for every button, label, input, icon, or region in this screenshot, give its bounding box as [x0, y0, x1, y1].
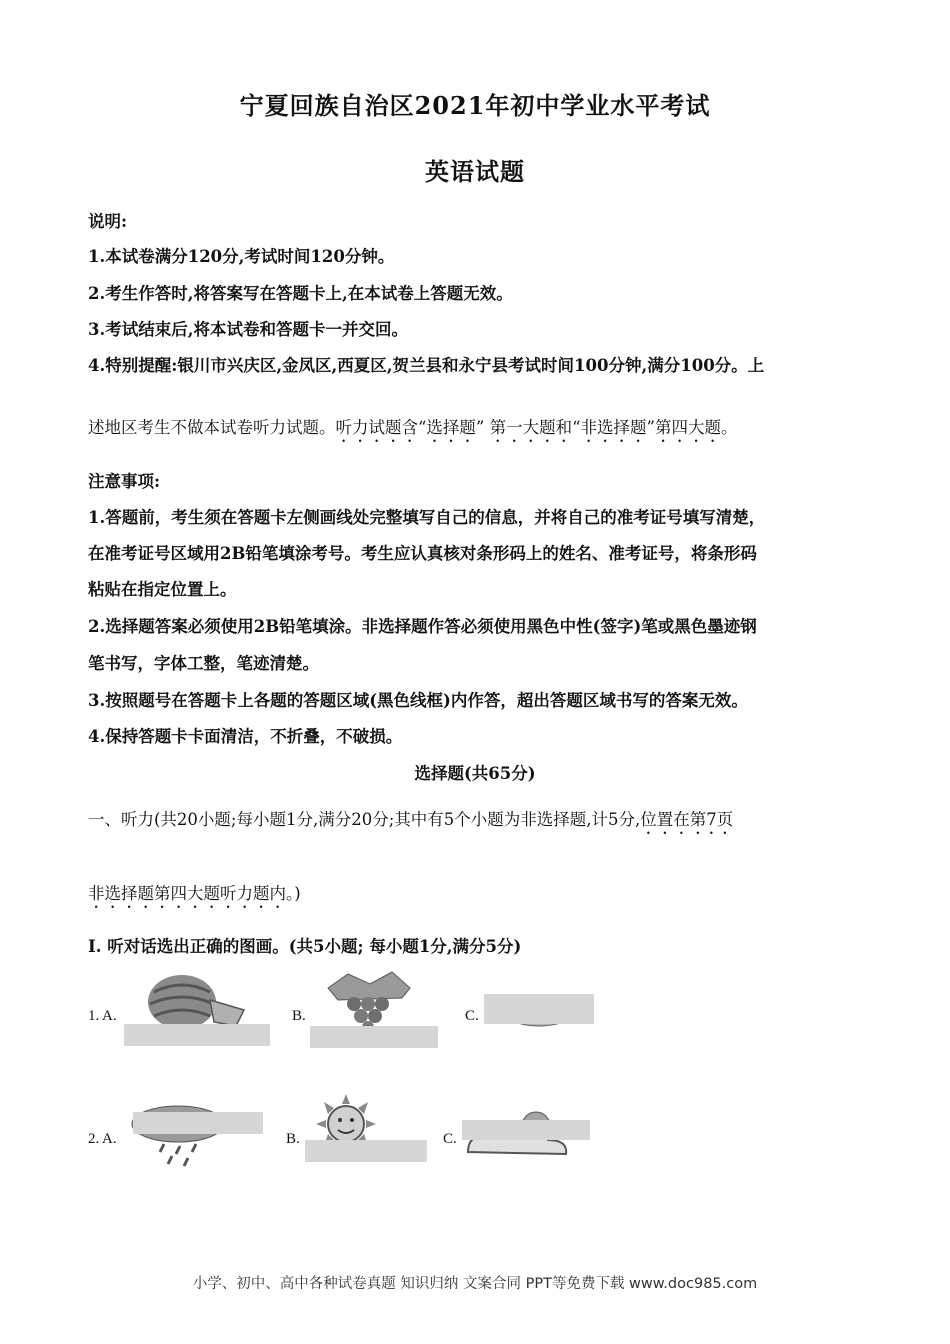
instruction-4-cont-b: 听力试题含“选择题” 第一大题和“非选择题”第四大题	[335, 418, 721, 437]
notes-heading: 注意事项:	[88, 472, 161, 491]
question-2-option-a: A.	[102, 1131, 117, 1147]
image-mask	[462, 1120, 590, 1140]
note-line-4: 2.选择题答案必须使用2B铅笔填涂。非选择题作答必须使用黑色中性(签字)笔或黑色墨迹钢	[88, 617, 757, 636]
question-1-number: 1.	[88, 1008, 100, 1024]
image-mask	[305, 1140, 427, 1162]
part1-b: 位置在第7页	[640, 810, 734, 829]
subsection-1-title: I. 听对话选出正确的图画。(共5小题; 每小题1分,满分5分)	[88, 937, 522, 956]
note-line-2: 在准考证号区域用2B铅笔填涂考号。考生应认真核对条形码上的姓名、准考证号，将条形码	[88, 544, 757, 563]
instruction-3: 3.考试结束后,将本试卷和答题卡一并交回。	[88, 320, 408, 339]
part1-a: 一、听力(共20小题;每小题1分,满分20分;其中有5个小题为非选择题,计5分,	[88, 810, 641, 829]
question-2-number: 2.	[88, 1131, 100, 1147]
instruction-2: 2.考生作答时,将答案写在答题卡上,在本试卷上答题无效。	[88, 284, 513, 303]
grapes-image	[318, 970, 420, 1032]
note-line-7: 4.保持答题卡卡面清洁，不折叠，不破损。	[88, 727, 403, 746]
note-line-6: 3.按照题号在答题卡上各题的答题区域(黑色线框)内作答，超出答题区域书写的答案无效。	[88, 691, 748, 710]
image-mask	[484, 994, 594, 1024]
part1-c: 非选择题第四大题听力题内	[88, 884, 286, 903]
section-title: 选择题(共65分)	[414, 764, 536, 783]
exam-title: 宁夏回族自治区2021年初中学业水平考试	[239, 91, 711, 120]
note-line-5: 笔书写，字体工整，笔迹清楚。	[88, 654, 319, 673]
watermelon-image	[140, 970, 250, 1032]
question-1-option-a: A.	[102, 1008, 117, 1024]
instruction-1: 1.本试卷满分120分,考试时间120分钟。	[88, 247, 395, 266]
instruction-4-cont-c: 。	[721, 418, 738, 437]
page-footer: 小学、初中、高中各种试卷真题 知识归纳 文案合同 PPT等免费下载 www.doc985.com	[192, 1276, 758, 1292]
instruction-4-cont	[88, 414, 868, 446]
image-mask	[124, 1024, 270, 1046]
instruction-4: 4.特别提醒:银川市兴庆区,金凤区,西夏区,贺兰县和永宁县考试时间100分钟,满分100分。上	[88, 356, 765, 375]
question-1-option-c: C.	[465, 1008, 479, 1024]
question-1-option-b: B.	[292, 1008, 306, 1024]
part1-d: 。)	[286, 884, 301, 903]
instructions-heading: 说明:	[88, 212, 128, 231]
instruction-4-cont-a: 述地区考生不做本试卷听力试题。	[88, 418, 336, 437]
note-line-1: 1.答题前，考生须在答题卡左侧画线处完整填写自己的信息，并将自己的准考证号填写清楚，	[88, 508, 766, 527]
exam-subtitle: 英语试题	[425, 157, 525, 186]
image-mask	[310, 1026, 438, 1048]
question-2-option-c: C.	[443, 1131, 457, 1147]
note-line-3: 粘贴在指定位置上。	[88, 580, 237, 599]
part1-instruction-cont	[88, 880, 868, 912]
question-2-option-b: B.	[286, 1131, 300, 1147]
image-mask	[133, 1112, 263, 1134]
part1-instruction	[88, 806, 868, 838]
